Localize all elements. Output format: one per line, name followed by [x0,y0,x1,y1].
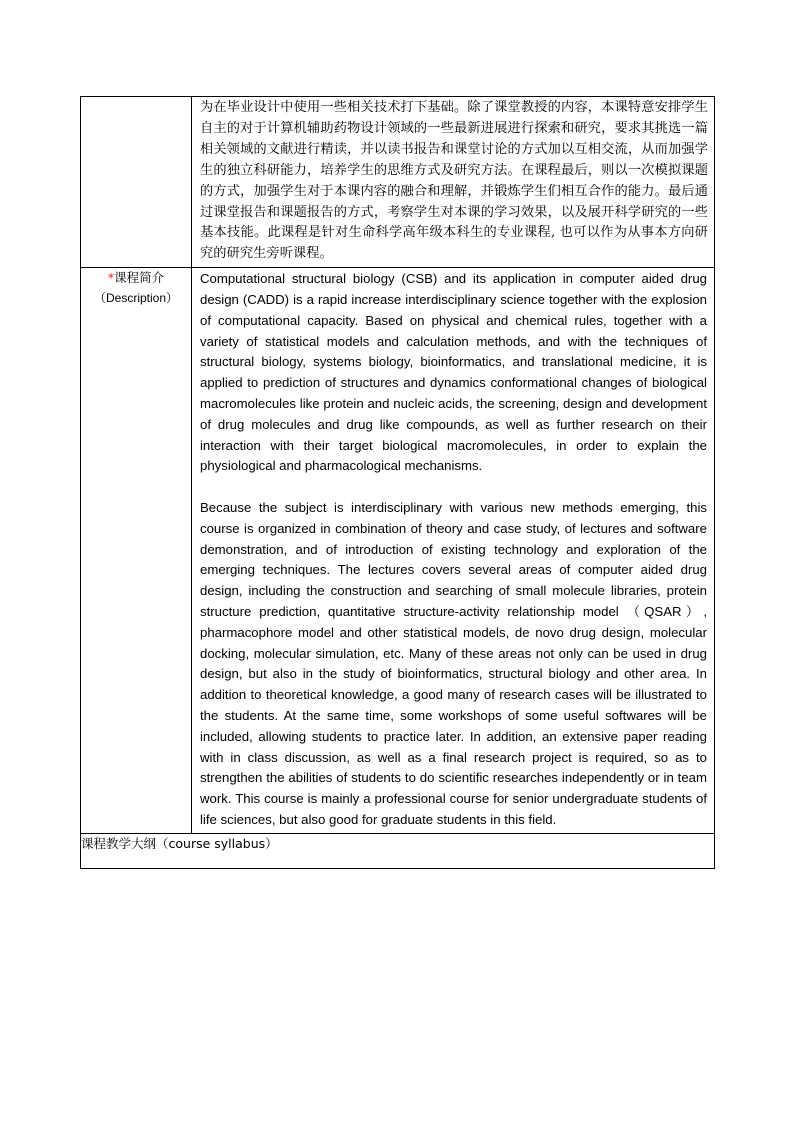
description-label-cell [81,268,192,834]
course-info-table [80,96,715,869]
row1-content-cell [192,97,715,268]
description-label [81,268,191,288]
description-paragraph-2: Because the subject is interdisciplinary with various new methods emerging, this course is organized in combination of theory and case study, of lectures and software demonstration, and of introduction of existing technology and exploration of the emerging techniques. The lectures covers several areas of computer aided drug design, including the construction and searching of small molecule libraries, protein structure prediction, quantitative structure-activity relationship model （QSAR）, pharmacophore model and other statistical models, de novo drug design, molecular docking, molecular simulation, etc. Many of these areas not only can be used in drug design, but also in the study of bioinformatics, structural biology and other area. In addition to theoretical knowledge, a good many of research cases will be illustrated to the students. At the same time, some workshops of some useful softwares will be included, allowing students to practice later. In addition, an extensive paper reading with in class discussion, as well as a final research project is required, so as to strengthen the abilities of students to do scientific researches independently or in team work. This course is mainly a professional course for senior undergraduate students of life sciences, but also good for graduate students in this field. [200,500,707,827]
description-content-cell [192,268,715,834]
table-row [81,833,715,868]
english-description [192,268,714,833]
table-row [81,268,715,834]
row1-label-cell [81,97,192,268]
required-asterisk: * [107,270,115,286]
chinese-description-continuation: 为在毕业设计中使用一些相关技术打下基础。除了课堂教授的内容，本课特意安排学生自主的对于计算机辅助药物设计领域的一些最新进展进行探索和研究，要求其挑选一篇相关领域的文献进行精读，并以读书报告和课堂讨论的方式加以互相交流，从而加强学生的独立科研能力，培养学生的思维方式及研究方法。在课程最后，则以一次模拟课题的方式，加强学生对于本课内容的融合和理解，并锻炼学生们相互合作的能力。最后通过课堂报告和课题报告的方式，考察学生对本课的学习效果，以及展开科学研究的一些基本技能。此课程是针对生命科学高年级本科生的专业课程, 也可以作为从事本方向研究的研究生旁听课程。 [200,100,708,262]
description-paragraph-1: Computational structural biology (CSB) and its application in computer aided drug design (CADD) is a rapid increase interdisciplinary science together with the explosion of computational capacity. Based on physical and chemical rules, together with a variety of statistical models and calculation methods, and with the techniques of structural biology, systems biology, bioinformatics, and translational medicine, it is applied to prediction of structures and dynamics conformational changes of biological macromolecules like protein and nucleic acids, the screening, design and development of drug molecules and drug like compounds, as well as further research on their interaction with their target biological macromolecules, in order to explain the physiological and pharmacological mechanisms. [200,271,707,474]
description-label-en: （Description） [93,291,179,306]
description-label-text: 课程简介 [114,270,165,286]
table-row [81,97,715,268]
syllabus-heading: 课程教学大纲（course syllabus） [81,833,715,868]
